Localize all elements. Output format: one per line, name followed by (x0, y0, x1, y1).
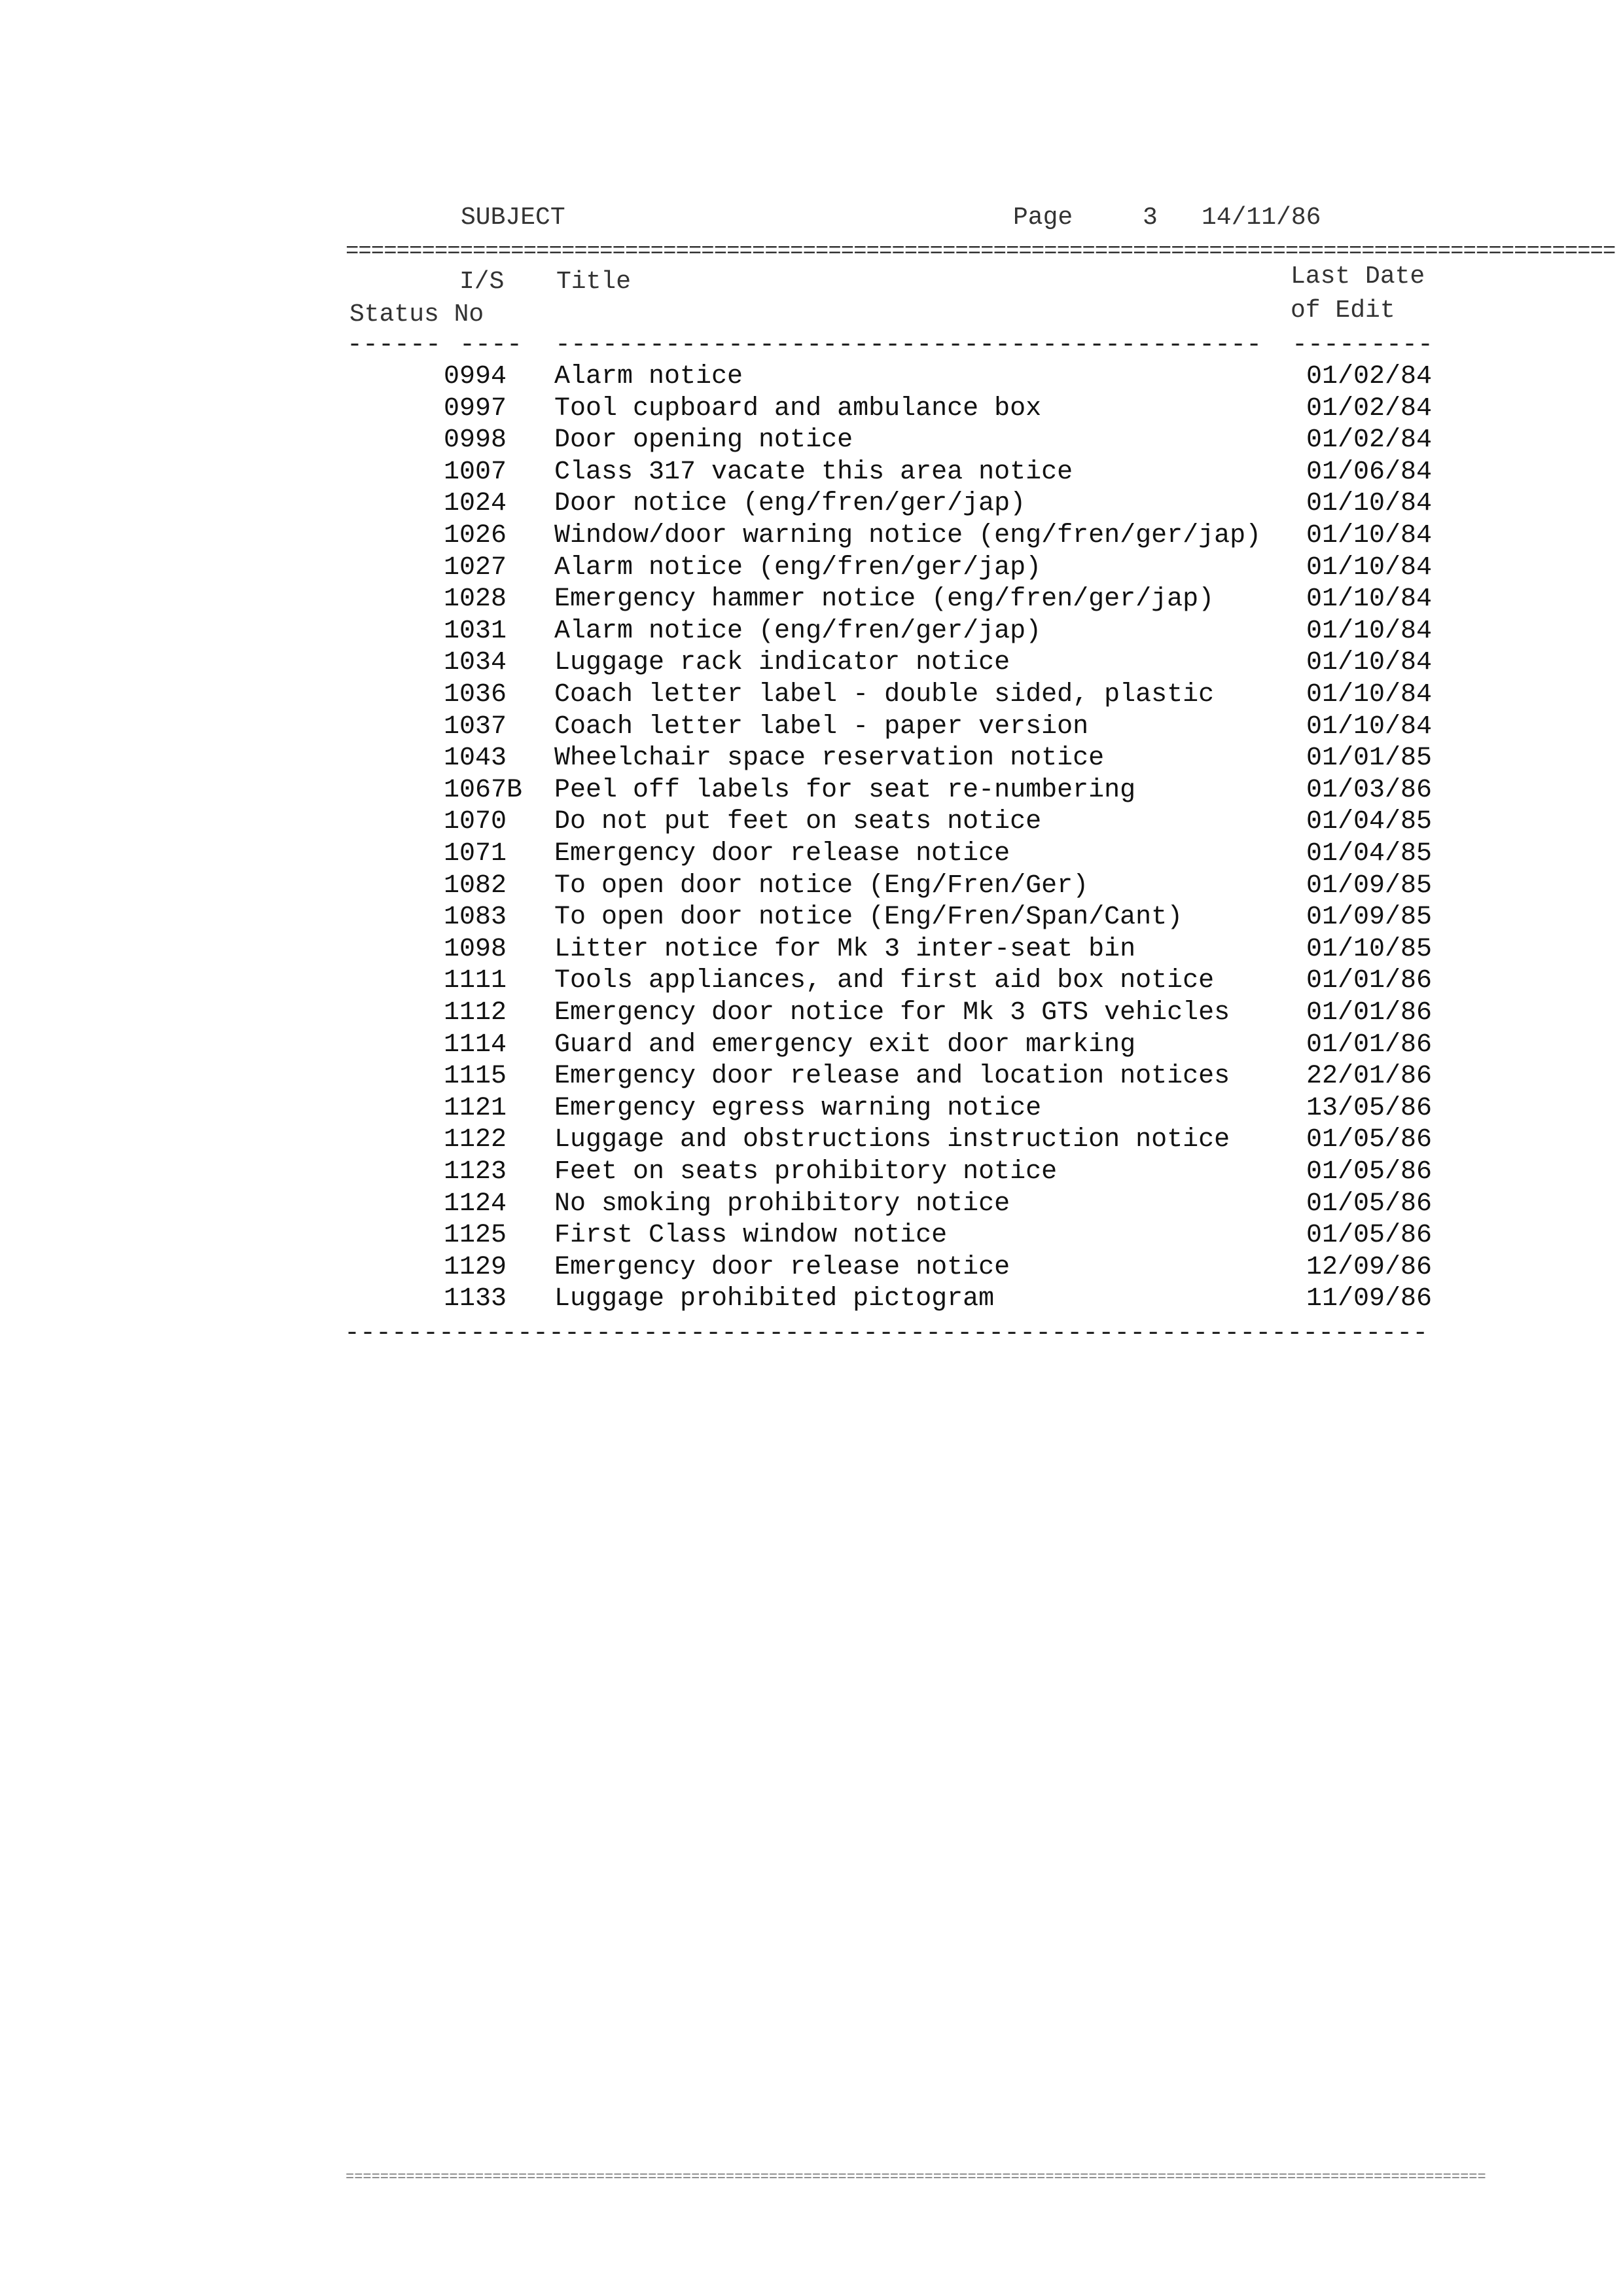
table-row (0, 555, 1623, 586)
notice-number: 1124 (444, 1189, 507, 1219)
notice-number: 1026 (444, 521, 507, 550)
notice-title: Tool cupboard and ambulance box (554, 394, 1042, 423)
notice-title: Alarm notice (554, 362, 743, 391)
table-row (0, 1159, 1623, 1191)
notice-number: 1027 (444, 553, 507, 583)
table-row (0, 968, 1623, 999)
notice-number: 1028 (444, 584, 507, 614)
notice-title: First Class window notice (554, 1221, 948, 1250)
last-edit-date: 11/09/86 (1306, 1284, 1433, 1314)
notice-number: 1037 (444, 712, 507, 742)
status-underline: ------ (347, 331, 442, 360)
last-edit-date: 01/10/84 (1306, 521, 1433, 550)
notice-title: Emergency door release notice (554, 839, 1010, 869)
notice-title: Coach letter label - paper version (554, 712, 1089, 742)
notice-title: Class 317 vacate this area notice (554, 457, 1073, 487)
notice-number: 1082 (444, 871, 507, 901)
notice-number: 1098 (444, 935, 507, 964)
last-edit-date: 01/10/84 (1306, 617, 1433, 646)
notice-number: 1043 (444, 744, 507, 773)
table-row (0, 714, 1623, 745)
last-edit-date: 01/10/84 (1306, 680, 1433, 709)
table-row (0, 586, 1623, 618)
notice-title: Feet on seats prohibitory notice (554, 1157, 1058, 1187)
last-edit-date: 01/01/86 (1306, 966, 1433, 996)
column-heading-last-date: Last Date (1291, 262, 1425, 291)
notice-number: 1114 (444, 1030, 507, 1060)
last-edit-date: 22/01/86 (1306, 1062, 1433, 1091)
notice-title: To open door notice (Eng/Fren/Span/Cant) (554, 903, 1183, 932)
notice-title: Window/door warning notice (eng/fren/ger/jap) (554, 521, 1262, 550)
notice-title: Emergency door notice for Mk 3 GTS vehicles (554, 998, 1230, 1028)
notice-number: 1129 (444, 1253, 507, 1282)
date-underline: --------- (1292, 331, 1434, 360)
last-edit-date: 01/10/84 (1306, 712, 1433, 742)
table-row (0, 1064, 1623, 1095)
notice-title: Peel off labels for seat re-numbering (554, 776, 1136, 805)
page-label: Page (1013, 204, 1073, 232)
last-edit-date: 01/01/85 (1306, 744, 1433, 773)
last-edit-date: 01/09/85 (1306, 903, 1433, 932)
notice-title: Litter notice for Mk 3 inter-seat bin (554, 935, 1136, 964)
last-edit-date: 01/02/84 (1306, 425, 1433, 455)
last-edit-date: 01/05/86 (1306, 1157, 1433, 1187)
last-edit-date: 01/01/86 (1306, 998, 1433, 1028)
page-number: 3 (1143, 204, 1158, 232)
table-row (0, 745, 1623, 777)
notice-number: 1121 (444, 1094, 507, 1123)
notice-title: Door notice (eng/fren/ger/jap) (554, 489, 1026, 518)
last-edit-date: 01/10/85 (1306, 935, 1433, 964)
notice-number: 1024 (444, 489, 507, 518)
table-row (0, 1127, 1623, 1158)
last-edit-date: 01/04/85 (1306, 807, 1433, 836)
last-edit-date: 01/10/84 (1306, 584, 1433, 614)
notice-number: 1122 (444, 1125, 507, 1155)
top-double-rule: ==================================================================================================== (346, 240, 1616, 264)
notice-number: 1034 (444, 648, 507, 677)
bottom-double-rule: ==================================================================================================================================== (346, 2169, 1486, 2185)
notice-title: Wheelchair space reservation notice (554, 744, 1105, 773)
table-row (0, 1032, 1623, 1064)
print-date: 14/11/86 (1202, 204, 1321, 232)
table-row (0, 650, 1623, 681)
last-edit-date: 01/05/86 (1306, 1221, 1433, 1250)
title-underline: --------------------------------------------- (555, 331, 1262, 360)
notice-title: Luggage and obstructions instruction notice (554, 1125, 1230, 1155)
last-edit-date: 01/05/86 (1306, 1189, 1433, 1219)
table-row (0, 1000, 1623, 1031)
last-edit-date: 01/03/86 (1306, 776, 1433, 805)
notice-title: Luggage prohibited pictogram (554, 1284, 995, 1314)
table-row (0, 619, 1623, 650)
last-edit-date: 01/01/86 (1306, 1030, 1433, 1060)
last-edit-date: 01/05/86 (1306, 1125, 1433, 1155)
notice-title: Luggage rack indicator notice (554, 648, 1010, 677)
notice-number: 1083 (444, 903, 507, 932)
table-row (0, 1096, 1623, 1127)
notice-title: Do not put feet on seats notice (554, 807, 1042, 836)
notice-number: 1031 (444, 617, 507, 646)
notice-title: Emergency egress warning notice (554, 1094, 1042, 1123)
notice-number: 1036 (444, 680, 507, 709)
table-row (0, 682, 1623, 713)
notice-number: 1123 (444, 1157, 507, 1187)
table-row (0, 937, 1623, 968)
notice-number: 1115 (444, 1062, 507, 1091)
column-heading-is: I/S (459, 268, 505, 296)
subject-label: SUBJECT (461, 204, 565, 232)
table-row (0, 491, 1623, 522)
notice-number: 1112 (444, 998, 507, 1028)
table-row (0, 873, 1623, 905)
table-row (0, 1286, 1623, 1318)
notice-title: Coach letter label - double sided, plastic (554, 680, 1215, 709)
last-edit-date: 01/10/84 (1306, 648, 1433, 677)
no-underline: ---- (459, 331, 523, 360)
notice-number: 1133 (444, 1284, 507, 1314)
last-edit-date: 01/09/85 (1306, 871, 1433, 901)
table-row (0, 778, 1623, 809)
table-row (0, 809, 1623, 840)
column-heading-title: Title (556, 268, 632, 296)
notice-title: To open door notice (Eng/Fren/Ger) (554, 871, 1089, 901)
last-edit-date: 13/05/86 (1306, 1094, 1433, 1123)
notice-title: Alarm notice (eng/fren/ger/jap) (554, 617, 1042, 646)
last-edit-date: 01/04/85 (1306, 839, 1433, 869)
end-of-list-rule: --------------------------------------------------------------------- (344, 1319, 1429, 1348)
notice-title: Emergency door release notice (554, 1253, 1010, 1282)
notice-number: 1071 (444, 839, 507, 869)
table-row (0, 459, 1623, 491)
table-row (0, 1255, 1623, 1286)
column-heading-of-edit: of Edit (1291, 296, 1395, 325)
notice-number: 0994 (444, 362, 507, 391)
table-row (0, 427, 1623, 459)
table-row (0, 841, 1623, 872)
last-edit-date: 01/06/84 (1306, 457, 1433, 487)
table-row (0, 396, 1623, 427)
notice-title: No smoking prohibitory notice (554, 1189, 1010, 1219)
column-heading-status-no: Status No (349, 300, 484, 329)
table-row (0, 905, 1623, 936)
notice-number: 1070 (444, 807, 507, 836)
notice-title: Emergency hammer notice (eng/fren/ger/jap) (554, 584, 1215, 614)
last-edit-date: 01/02/84 (1306, 362, 1433, 391)
last-edit-date: 12/09/86 (1306, 1253, 1433, 1282)
notice-number: 1111 (444, 966, 507, 996)
notice-number: 1125 (444, 1221, 507, 1250)
notice-number: 0998 (444, 425, 507, 455)
notice-title: Tools appliances, and first aid box notice (554, 966, 1215, 996)
table-row (0, 523, 1623, 554)
table-row (0, 1191, 1623, 1223)
last-edit-date: 01/10/84 (1306, 553, 1433, 583)
notice-title: Alarm notice (eng/fren/ger/jap) (554, 553, 1042, 583)
table-row (0, 1223, 1623, 1254)
notice-number: 1067B (444, 776, 523, 805)
notice-title: Guard and emergency exit door marking (554, 1030, 1136, 1060)
last-edit-date: 01/02/84 (1306, 394, 1433, 423)
notice-title: Emergency door release and location notices (554, 1062, 1230, 1091)
notice-title: Door opening notice (554, 425, 853, 455)
last-edit-date: 01/10/84 (1306, 489, 1433, 518)
notice-number: 0997 (444, 394, 507, 423)
table-row (0, 364, 1623, 395)
notice-number: 1007 (444, 457, 507, 487)
